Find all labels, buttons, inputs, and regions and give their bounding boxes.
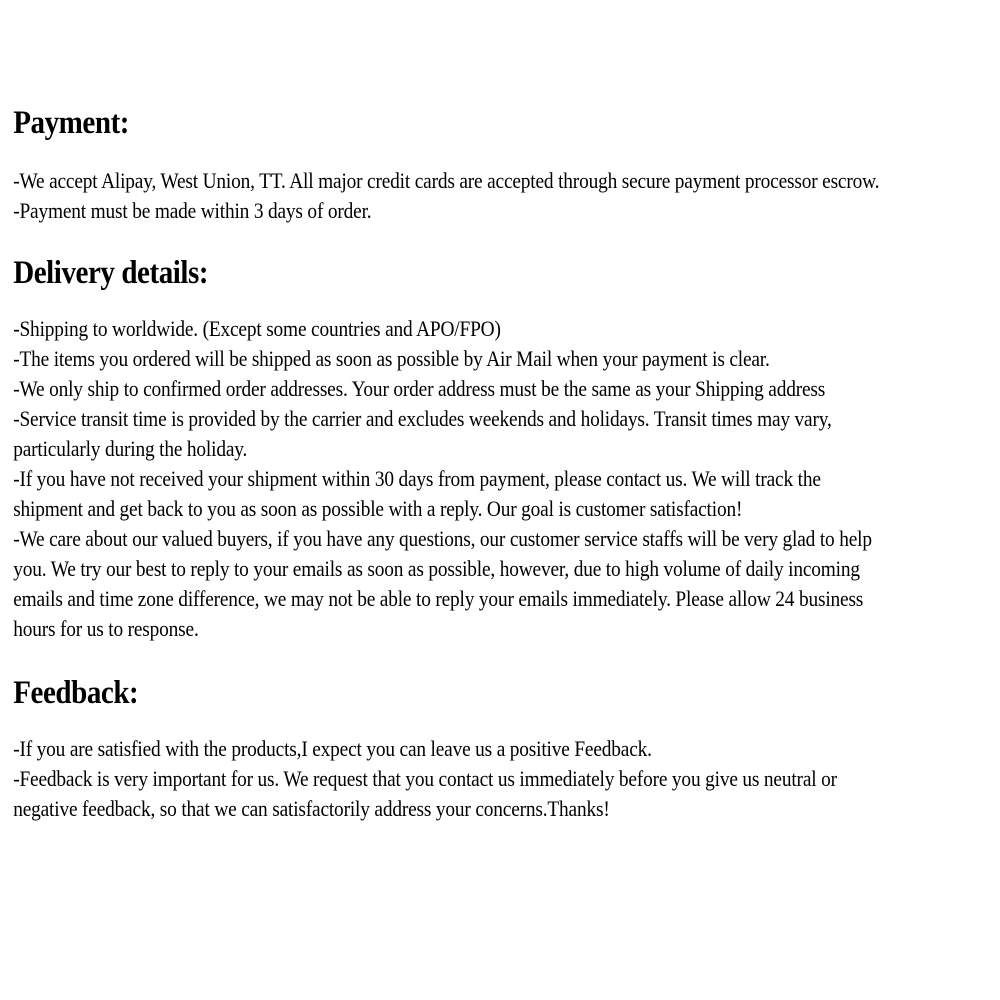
text-line: -We care about our valued buyers, if you have any questions, our customer service staffs will be very glad to help (13, 526, 872, 551)
text-line: -Feedback is very important for us. We request that you contact us immediately before you give us neutral or (13, 766, 837, 791)
text-line: -Shipping to worldwide. (Except some countries and APO/FPO) (13, 316, 501, 341)
text-line: hours for us to response. (13, 616, 199, 641)
text-line: -We accept Alipay, West Union, TT. All major credit cards are accepted through secure payment processor escrow. (13, 168, 880, 193)
text-line: particularly during the holiday. (13, 436, 248, 461)
text-line: -Payment must be made within 3 days of order. (13, 198, 372, 223)
text-line: -We only ship to confirmed order addresses. Your order address must be the same as your Shipping address (13, 376, 826, 401)
text-line: -If you have not received your shipment within 30 days from payment, please contact us. We will track the (13, 466, 821, 491)
text-line: shipment and get back to you as soon as possible with a reply. Our goal is customer satisfaction! (13, 496, 743, 521)
text-line: negative feedback, so that we can satisfactorily address your concerns.Thanks! (13, 796, 610, 821)
text-line: -Service transit time is provided by the carrier and excludes weekends and holidays. Transit times may vary, (13, 406, 832, 431)
section-heading-payment: Payment: (13, 105, 130, 141)
section-heading-feedback: Feedback: (13, 675, 139, 711)
text-line: -The items you ordered will be shipped as soon as possible by Air Mail when your payment is clear. (13, 346, 770, 371)
section-body-feedback (13, 734, 999, 824)
section-heading-delivery-details: Delivery details: (13, 255, 209, 291)
text-line: emails and time zone difference, we may not be able to reply your emails immediately. Please allow 24 business (13, 586, 864, 611)
text-line: -If you are satisfied with the products,I expect you can leave us a positive Feedback. (13, 736, 652, 761)
section-body-payment (13, 166, 999, 226)
section-body-delivery-details (13, 314, 999, 644)
text-line: you. We try our best to reply to your emails as soon as possible, however, due to high volume of daily incoming (13, 556, 860, 581)
